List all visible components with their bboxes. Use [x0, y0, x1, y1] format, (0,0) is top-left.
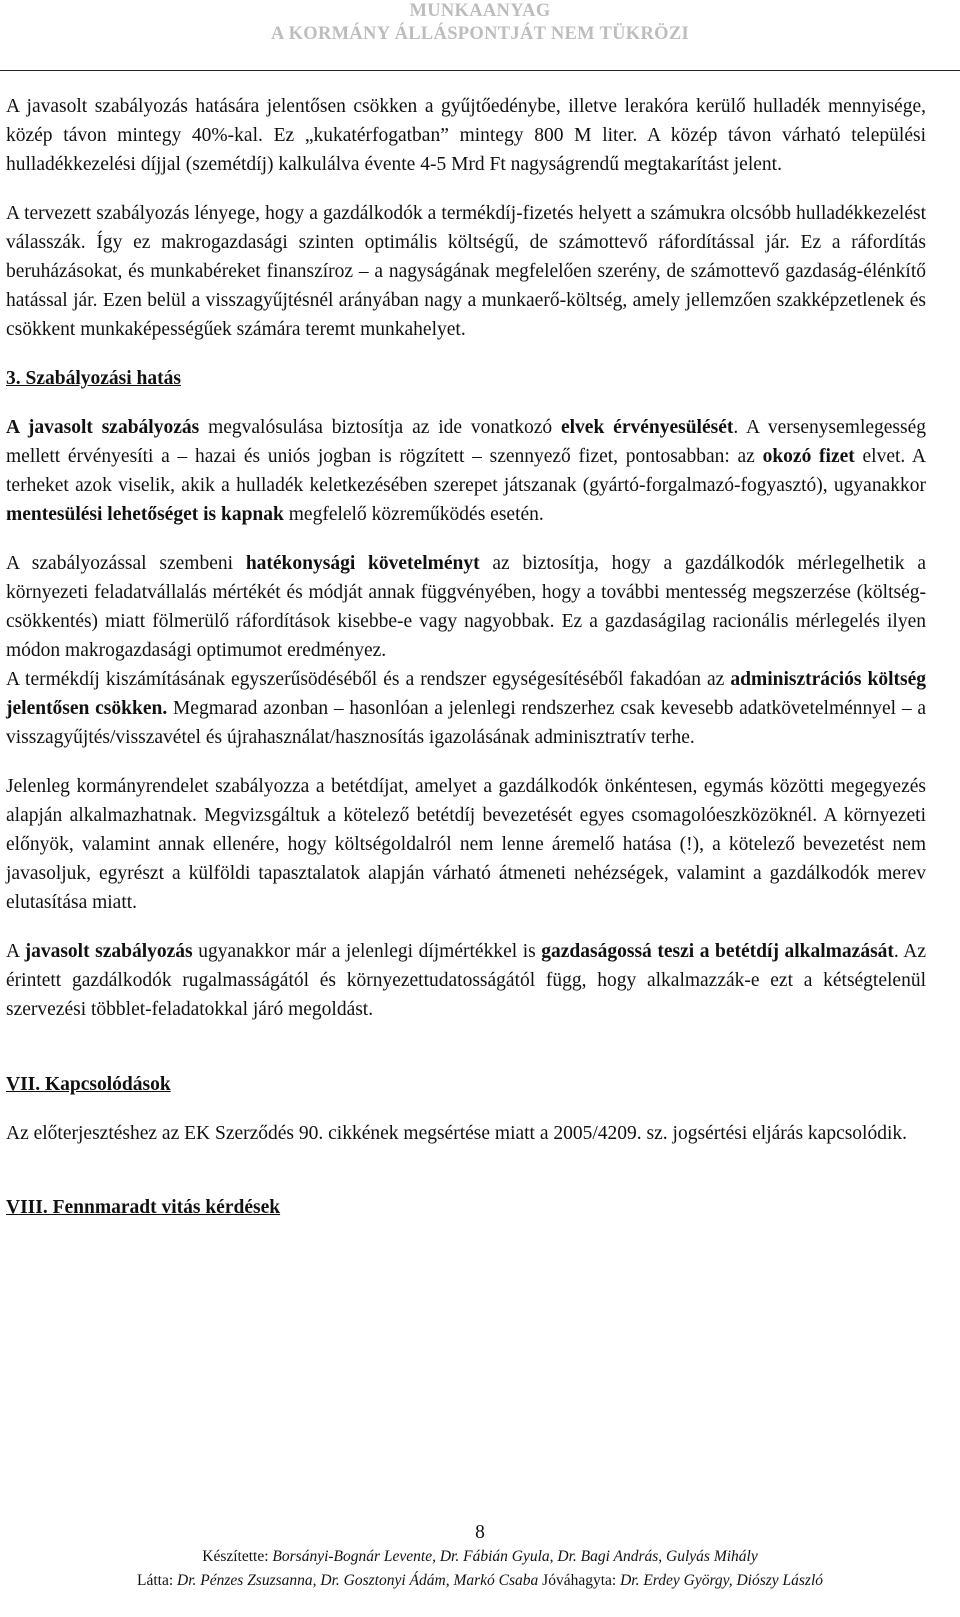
section-heading-regulatory-impact: 3. Szabályozási hatás: [6, 368, 181, 389]
paragraph-admin-cost: A termékdíj kiszámításának egyszerűsödéséből és a rendszer egységesítéséből fakadóan az adminisztrációs költség jelentősen csökken. Megmarad azonban – hasonlóan a jelenlegi rendszerhez csak kevesebb adatkövetelménnyel – a visszagyűjtés/visszavétel és újrahasználat/hasznosítás igazolásának adminisztratív terhe.: [6, 669, 927, 748]
page-footer: [0, 1521, 960, 1593]
paragraph-principles: A javasolt szabályozás megvalósulása biztosítja az ide vonatkozó elvek érvényesülését. A versenysemlegesség mellett érvényesíti a – hazai és uniós jogban is rögzített – szennyező fizet, pontosabban: az okozó fizet elvet. A terheket azok viselik, akik a hulladék keletkezésében szerepet játszanak (gyártó-forgalmazó-fogyasztó), ugyanakkor mentesülési lehetőséget is kapnak megfelelő közreműködés esetén.: [6, 417, 927, 525]
footer-authors: Készítette: Borsányi-Bognár Levente, Dr. Fábián Gyula, Dr. Bagi András, Gulyás Mihály: [202, 1548, 758, 1565]
header-rule: [0, 70, 960, 71]
footer-reviewers: Látta: Dr. Pénzes Zsuzsanna, Dr. Gosztonyi Ádám, Markó Csaba Jóváhagyta: Dr. Erdey György, Diószy László: [136, 1572, 824, 1589]
page-number: 8: [475, 1522, 485, 1543]
paragraph-regulation-essence: A tervezett szabályozás lényege, hogy a gazdálkodók a termékdíj-fizetés helyett a számukra olcsóbb hulladékkezelést válasszák. Így ez makrogazdasági szinten optimális költségű, de számottevő ráfordítással jár. Ez a ráfordítás beruházásokat, és munkabéreket finanszíroz – a nagyságának megfelelően szerény, de számottevő gazdaság-élénkítő hatással jár. Ezen belül a visszagyűjtésnél arányában nagy a munkaerő-költség, amely jellemzően szakképzetlenek és csökkent munkaképességűek számára teremt munkahelyet.: [6, 203, 926, 340]
section-heading-open-issues: VIII. Fennmaradt vitás kérdések: [6, 1197, 281, 1218]
paragraph-efficiency: A szabályozással szembeni hatékonysági követelményt az biztosítja, hogy a gazdálkodók mérlegelhetik a környezeti feladatvállalás mértékét és módját annak függvényében, hogy a további mentesség megszerzése (költség-csökkentés) miatt fölmerülő ráfordítások kisebbe-e vagy nagyobbak. Ez a gazdaságilag racionális mérlegelés ilyen módon makrogazdasági optimumot eredményez.: [6, 553, 926, 661]
section-heading-connections: VII. Kapcsolódások: [6, 1074, 171, 1095]
page-header: [0, 0, 960, 45]
paragraph-deposit-fee: Jelenleg kormányrendelet szabályozza a betétdíjat, amelyet a gazdálkodók önkéntesen, egymás közötti megegyezés alapján alkalmazhatnak. Megvizsgáltuk a kötelező betétdíj bevezetését egyes csomagolóeszközöknél. A környezeti előnyök, valamint annak ellenére, hogy költségoldalról nem lenne áremelő hatása (!), a kötelező bevezetést nem javasoljuk, egyrészt a külföldi tapasztalatok alapján várható átmeneti nehézségek, valamint a gazdálkodók merev elutasítása miatt.: [6, 776, 926, 913]
paragraph-deposit-economics: A javasolt szabályozás ugyanakkor már a jelenlegi díjmértékkel is gazdaságossá teszi a betétdíj alkalmazását. Az érintett gazdálkodók rugalmasságától és környezettudatosságától függ, hogy alkalmazzák-e ezt a kétségtelenül szervezési többlet-feladatokkal járó megoldást.: [6, 941, 927, 1020]
paragraph-infringement: Az előterjesztéshez az EK Szerződés 90. cikkének megsértése miatt a 2005/4209. sz. jogsértési eljárás kapcsolódik.: [6, 1123, 908, 1144]
document-body: [6, 92, 926, 1222]
paragraph-waste-reduction: A javasolt szabályozás hatására jelentősen csökken a gyűjtőedénybe, illetve lerakóra kerülő hulladék mennyisége, közép távon mintegy 40%-kal. Ez „kukatérfogatban” mintegy 800 M liter. A közép távon várható települési hulladékkezelési díjjal (szemétdíj) kalkulálva évente 4-5 Mrd Ft nagyságrendű megtakarítást jelent.: [6, 96, 926, 175]
header-draft-label: MUNKAANYAG: [409, 1, 551, 21]
header-disclaimer: A KORMÁNY ÁLLÁSPONTJÁT NEM TÜKRÖZI: [271, 24, 689, 44]
